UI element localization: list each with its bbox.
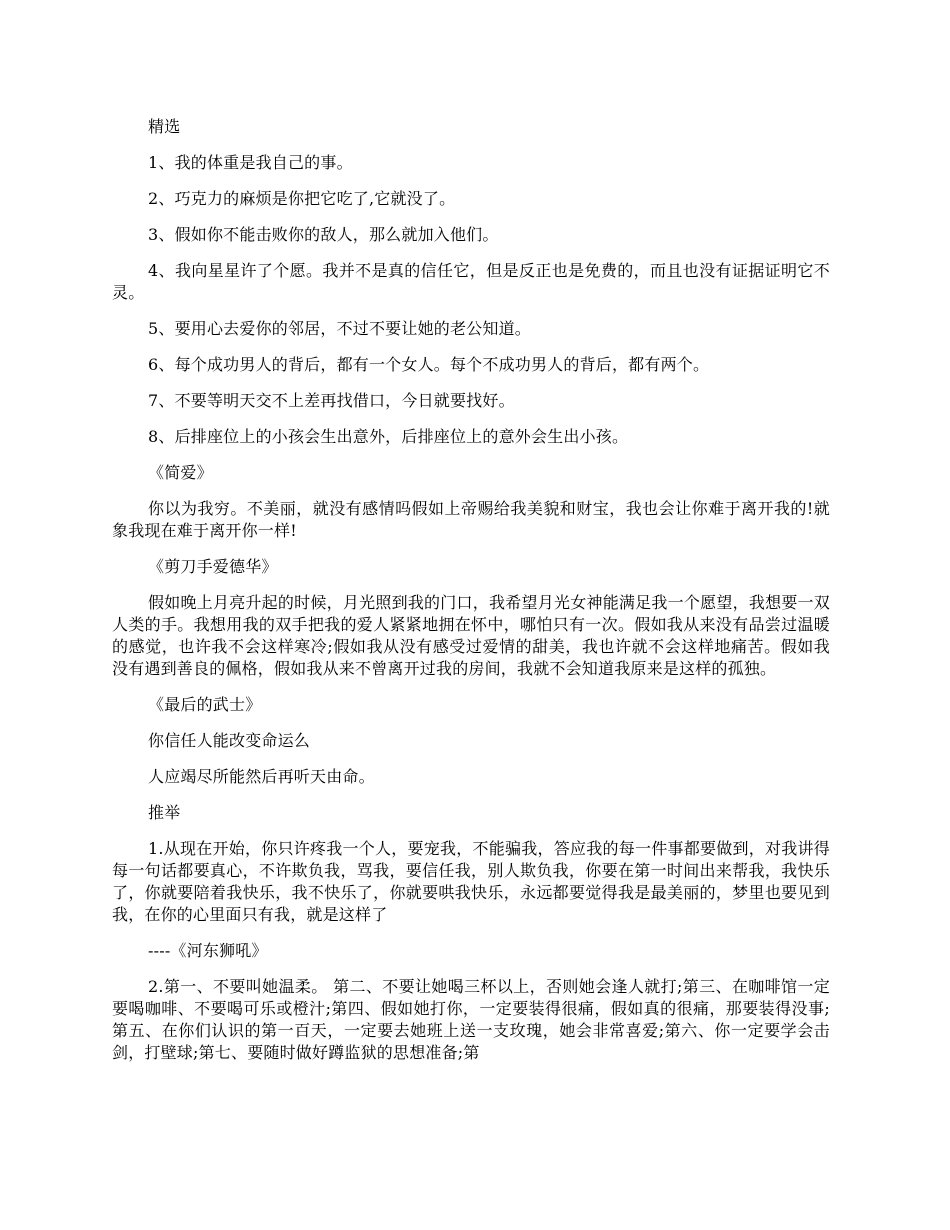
quote-item-8: 8、后排座位上的小孩会生出意外，后排座位上的意外会生出小孩。 bbox=[148, 427, 629, 446]
recommend-quote-2: 2.第一、不要叫她温柔。 第二、不要让她喝三杯以上，否则她会逢人就打;第三、在咖啡馆一定要喝咖啡、不要喝可乐或橙汁;第四、假如她打你，一定要装得很痛，假如真的很痛，那要装得没事;第五、在你们认识的第一百天，一定要去她班上送一支玫瑰，她会非常喜爱;第六、你一定要学会击剑，打壁球;第七、要随时做好蹲监狱的思想准备;第 bbox=[112, 977, 830, 1062]
quote-item-6: 6、每个成功男人的背后，都有一个女人。每个不成功男人的背后，都有两个。 bbox=[148, 355, 710, 374]
quote-item-7: 7、不要等明天交不上差再找借口，今日就要找好。 bbox=[148, 391, 515, 410]
movie-quote-last-samurai-2: 人应竭尽所能然后再听天由命。 bbox=[148, 767, 375, 786]
quote-item-3: 3、假如你不能击败你的敌人，那么就加入他们。 bbox=[148, 225, 499, 244]
document-body bbox=[112, 116, 830, 1078]
recommend-quote-1: 1.从现在开始，你只许疼我一个人，要宠我，不能骗我，答应我的每一件事都要做到，对我讲得每一句话都要真心，不许欺负我，骂我，要信任我，别人欺负我，你要在第一时间出来帮我，我快乐了，你就要陪着我快乐，我不快乐了，你就要哄我快乐，永远都要觉得我是最美丽的，梦里也要见到我，在你的心里面只有我，就是这样了 bbox=[112, 839, 830, 924]
movie-quote-last-samurai-1: 你信任人能改变命运么 bbox=[148, 731, 311, 750]
quote-item-4: 4、我向星星许了个愿。我并不是真的信任它，但是反正也是免费的，而且也没有证据证明它不灵。 bbox=[112, 261, 830, 302]
movie-title-last-samurai: 《最后的武士》 bbox=[148, 695, 262, 714]
movie-quote-edward-scissorhands: 假如晚上月亮升起的时候，月光照到我的门口，我希望月光女神能满足我一个愿望，我想要一双人类的手。我想用我的双手把我的爱人紧紧地拥在怀中，哪怕只有一次。假如我从来没有品尝过温暖的感觉，也许我不会这样寒冷;假如我从没有感受过爱情的甜美，我也许就不会这样地痛苦。假如我没有遇到善良的佩格，假如我从来不曾离开过我的房间，我就不会知道我原来是这样的孤独。 bbox=[112, 593, 830, 678]
movie-quote-jane-eyre: 你以为我穷。不美丽，就没有感情吗假如上帝赐给我美貌和财宝，我也会让你难于离开我的!就象我现在难于离开你一样! bbox=[112, 499, 830, 540]
recommend-source-1: ----《河东狮吼》 bbox=[148, 941, 268, 960]
section-heading-recommend: 推举 bbox=[148, 803, 181, 822]
quote-item-1: 1、我的体重是我自己的事。 bbox=[148, 153, 353, 172]
movie-title-edward-scissorhands: 《剪刀手爱德华》 bbox=[148, 557, 278, 576]
quote-item-2: 2、巧克力的麻烦是你把它吃了,它就没了。 bbox=[148, 189, 456, 208]
movie-title-jane-eyre: 《简爱》 bbox=[148, 463, 213, 482]
section-heading: 精选 bbox=[148, 117, 181, 136]
quote-item-5: 5、要用心去爱你的邻居，不过不要让她的老公知道。 bbox=[148, 319, 531, 338]
